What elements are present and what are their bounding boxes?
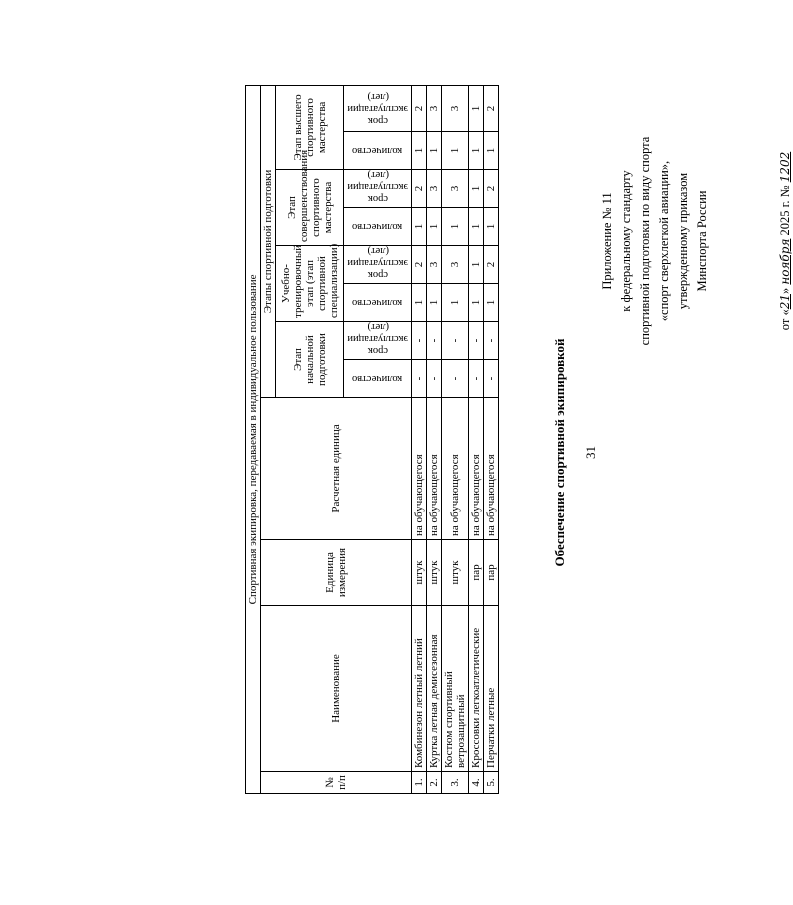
row-qty: 1 [469, 208, 484, 246]
row-life: 2 [412, 246, 427, 284]
row-qty: 1 [484, 284, 499, 322]
sub-header-text: срок эксплуатации (лет) [346, 169, 408, 204]
row-qty: 1 [484, 208, 499, 246]
sub-header-qty [344, 284, 412, 322]
sub-header-life [344, 322, 412, 360]
row-unit: штук [427, 540, 442, 606]
stage-header: Этап высшего спортивного мастерства [276, 85, 344, 169]
row-life: 2 [412, 170, 427, 208]
appendix-line: «спорт сверхлегкой авиации», [657, 160, 671, 322]
row-unit: штук [442, 540, 469, 606]
table-row [469, 85, 484, 793]
row-qty: 1 [442, 132, 469, 170]
row-qty: 1 [427, 284, 442, 322]
appendix-line: спортивной подготовки по виду спорта [638, 136, 652, 346]
row-qty: 1 [427, 208, 442, 246]
col-num-header: № п/п [261, 772, 412, 794]
sub-header-life [344, 246, 412, 284]
row-name: Кроссовки легкоатлетические [469, 606, 484, 772]
date-mid: » [778, 287, 792, 295]
appendix-line: утвержденному приказом [676, 172, 690, 310]
stages-group-header: Этапы спортивной подготовки [261, 85, 276, 397]
appendix-block [598, 61, 712, 421]
header-group: Спортивная экипировка, передаваемая в индивидуальное пользование [246, 85, 261, 793]
row-qty: 1 [427, 132, 442, 170]
row-number: 5. [484, 772, 499, 794]
sub-header-text: срок эксплуатации (лет) [346, 321, 408, 356]
table-row [427, 85, 442, 793]
row-life: 2 [484, 246, 499, 284]
row-life: 3 [442, 170, 469, 208]
row-life: 3 [427, 85, 442, 131]
row-calc: на обучающегося [442, 398, 469, 540]
row-life: 3 [427, 246, 442, 284]
row-qty: 1 [412, 208, 427, 246]
row-qty: 1 [412, 132, 427, 170]
appendix-line: Минспорта России [695, 190, 709, 292]
appendix-line: Приложение № 11 [600, 192, 614, 290]
row-life: 1 [469, 170, 484, 208]
sub-header-text: срок эксплуатации (лет) [346, 91, 408, 127]
date-prefix: от « [778, 309, 792, 331]
order-number: 1202 [778, 151, 792, 183]
row-life: - [427, 322, 442, 360]
row-calc: на обучающегося [469, 398, 484, 540]
row-unit: пар [484, 540, 499, 606]
sub-header-text: количество [352, 221, 403, 233]
row-number: 4. [469, 772, 484, 794]
row-calc: на обучающегося [484, 398, 499, 540]
row-number: 3. [442, 772, 469, 794]
col-unit-header: Единица измерения [261, 540, 412, 606]
row-qty: 1 [484, 132, 499, 170]
appendix-line: к федеральному стандарту [619, 170, 633, 312]
row-life: - [412, 322, 427, 360]
sub-header-life [344, 170, 412, 208]
order-date-line [778, 61, 793, 421]
equipment-table [245, 85, 499, 794]
sub-header-qty [344, 132, 412, 170]
row-life: - [469, 322, 484, 360]
row-life: 3 [442, 85, 469, 131]
row-name: Костюм спортивный ветрозащитный [442, 606, 469, 772]
row-qty: 1 [469, 132, 484, 170]
row-qty: - [484, 360, 499, 398]
col-name-header: Наименование [261, 606, 412, 772]
sub-header-text: количество [352, 373, 403, 385]
col-calc-header: Расчетная единица [261, 398, 412, 540]
row-number: 1. [412, 772, 427, 794]
page-number: 31 [583, 446, 598, 459]
stage-header: Этап начальной подготовки [276, 322, 344, 398]
row-calc: на обучающегося [412, 398, 427, 540]
row-unit: штук [412, 540, 427, 606]
stage-header: Учебно-тренировочный этап (этап спортивной специализации) [276, 246, 344, 322]
sub-header-qty [344, 208, 412, 246]
page-title: Обеспечение спортивной экипировкой [552, 338, 567, 567]
row-qty: 1 [469, 284, 484, 322]
row-life: 1 [469, 85, 484, 131]
row-life: 3 [442, 246, 469, 284]
row-qty: - [427, 360, 442, 398]
sub-header-life [344, 85, 412, 131]
row-life: 1 [469, 246, 484, 284]
row-unit: пар [469, 540, 484, 606]
row-qty: - [442, 360, 469, 398]
row-qty: 1 [412, 284, 427, 322]
date-day: 21 [778, 294, 792, 310]
sub-header-text: количество [352, 297, 403, 309]
table-row [412, 85, 427, 793]
stage-header: Этап совершенствования спортивного мастерства [276, 170, 344, 246]
table-row [484, 85, 499, 793]
date-month: ноября [778, 238, 792, 285]
sub-header-text: количество [352, 145, 403, 157]
row-name: Комбинезон летный летний [412, 606, 427, 772]
row-life: 2 [412, 85, 427, 131]
row-life: - [484, 322, 499, 360]
sub-header-qty [344, 360, 412, 398]
row-qty: - [412, 360, 427, 398]
row-life: - [442, 322, 469, 360]
table-row [442, 85, 469, 793]
date-year: 2025 г. № [778, 185, 792, 236]
row-name: Перчатки летные [484, 606, 499, 772]
row-life: 2 [484, 85, 499, 131]
row-name: Куртка летная демисезонная [427, 606, 442, 772]
row-qty: - [469, 360, 484, 398]
row-life: 3 [427, 170, 442, 208]
sub-header-text: срок эксплуатации (лет) [346, 245, 408, 280]
row-qty: 1 [442, 284, 469, 322]
row-qty: 1 [442, 208, 469, 246]
row-number: 2. [427, 772, 442, 794]
row-calc: на обучающегося [427, 398, 442, 540]
row-life: 2 [484, 170, 499, 208]
